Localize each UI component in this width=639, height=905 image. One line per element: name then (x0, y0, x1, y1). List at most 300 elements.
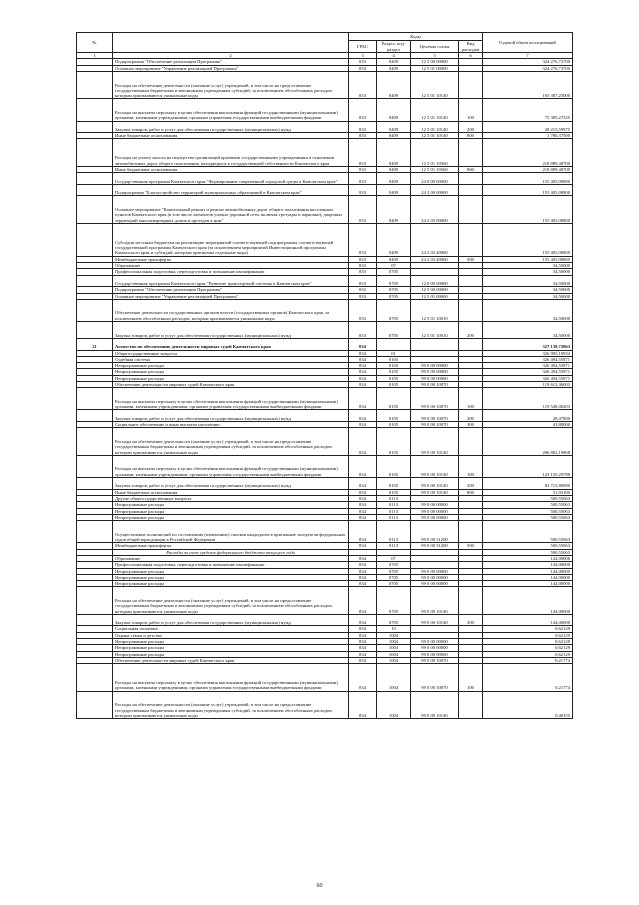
row-amount: 119 612,36003 (483, 381, 573, 387)
row-section: 0105 (377, 388, 411, 410)
row-amount: 327 139,72063 (483, 338, 573, 350)
row-grbs: 834 (349, 495, 377, 501)
row-section: 1004 (377, 691, 411, 719)
row-section: 0409 (377, 99, 411, 121)
row-name: Закупка товаров, работ и услуг для обеспечения государственных (муниципальных) нужд (113, 322, 349, 339)
row-kind: 200 (459, 410, 483, 422)
row-target: 24 2 03 40060 (411, 223, 459, 256)
table-row (77, 173, 573, 185)
row-grbs: 833 (349, 196, 377, 224)
row-section: 0105 (377, 369, 411, 375)
row-amount: 326 494,55871 (483, 356, 573, 362)
row-section (377, 338, 411, 350)
budget-table (76, 32, 573, 719)
row-kind (459, 196, 483, 224)
row-kind: 500 (459, 543, 483, 549)
row-grbs: 834 (349, 502, 377, 508)
row-number (77, 99, 113, 121)
row-name: Непрограммные расходы (113, 375, 349, 381)
row-amount: 218 889,48700 (483, 166, 573, 172)
row-amount: 500,55063 (483, 521, 573, 543)
row-grbs: 834 (349, 632, 377, 638)
row-number (77, 664, 113, 692)
row-amount: 144,00000 (483, 587, 573, 615)
row-amount: 34,50000 (483, 322, 573, 339)
row-grbs: 834 (349, 645, 377, 651)
row-kind (459, 299, 483, 321)
row-target: 12 5 01 00000 (411, 293, 459, 299)
row-kind: 100 (459, 388, 483, 410)
row-name: Обеспечение деятельности государственных органов власти (государственных органов) Камчатского края, за исключением обособленных расходов, которым присваиваются уникальные коды (113, 299, 349, 321)
row-grbs: 834 (349, 664, 377, 692)
table-row (77, 455, 573, 477)
row-name: Основное мероприятие "Управление реализацией Программы" (113, 65, 349, 71)
row-kind (459, 521, 483, 543)
row-grbs: 834 (349, 555, 377, 561)
row-amount: 155 405,08800 (483, 196, 573, 224)
row-amount: 0,62129 (483, 626, 573, 632)
row-name: Расходы на уплату налога на имущество организаций краевыми государственными учреждениями в отношении автомобильных дорог общего пользования, находящихся в государственной собственности Камчатского края (113, 139, 349, 167)
row-name: Охрана семьи и детства (113, 632, 349, 638)
row-name: Судебная система (113, 356, 349, 362)
row-section: 0705 (377, 614, 411, 626)
row-kind (459, 691, 483, 719)
row-grbs: 834 (349, 581, 377, 587)
header-codes: Коды (349, 33, 483, 41)
row-number (77, 614, 113, 626)
row-grbs: 834 (349, 338, 377, 350)
row-grbs: 834 (349, 626, 377, 632)
row-target: 12 5 01 10560 (411, 166, 459, 172)
row-section: 0705 (377, 269, 411, 275)
row-section: 0705 (377, 562, 411, 568)
row-target: 12 5 00 00000 (411, 287, 459, 293)
row-grbs: 833 (349, 223, 377, 256)
header-kind: Вид расходов (459, 41, 483, 53)
row-amount: 34,50000 (483, 263, 573, 269)
table-row (77, 184, 573, 196)
row-amount: 83 715,86980 (483, 478, 573, 490)
row-name: Расходы на выплаты персоналу в целях обеспечения выполнения функций государственными (муниципальными) органами, казенными учреждениями, органами управления государственными внебюджетными фондами (113, 664, 349, 692)
row-section: 0409 (377, 173, 411, 185)
row-kind (459, 338, 483, 350)
row-number (77, 223, 113, 256)
row-target: 99 0 00 00000 (411, 651, 459, 657)
row-grbs: 834 (349, 388, 377, 410)
row-target: 99 0 00 10140 (411, 489, 459, 495)
row-target: 12 0 00 00000 (411, 275, 459, 287)
row-section: 0705 (377, 293, 411, 299)
row-amount: 28,47800 (483, 410, 573, 422)
row-grbs: 834 (349, 369, 377, 375)
row-name: Основное мероприятие "Управление реализацией Программы" (113, 293, 349, 299)
row-amount: 31,03100 (483, 489, 573, 495)
row-kind (459, 275, 483, 287)
row-name: Профессиональная подготовка, переподготовка и повышение квалификации (113, 562, 349, 568)
row-target: 24 2 00 00000 (411, 184, 459, 196)
row-kind: 200 (459, 121, 483, 133)
row-target: 12 5 01 10010 (411, 299, 459, 321)
row-name: Основное мероприятие "Капитальный ремонт и ремонт автомобильных дорог общего пользования населенных пунктов Камчатского края (в том числе элементов улично-дорожной сети, включая тротуары и парковки), дворовых территорий многоквартирных домов и проездов к ним" (113, 196, 349, 224)
row-kind: 200 (459, 478, 483, 490)
row-grbs: 833 (349, 133, 377, 139)
page-number: 60 (316, 883, 323, 889)
row-target: 99 0 00 10140 (411, 614, 459, 626)
row-name: Расходы на выплаты персоналу в целях обеспечения выполнения функций государственными (муниципальными) органами, казенными учреждениями, органами управления государственными внебюджетными фондами (113, 455, 349, 477)
table-row (77, 223, 573, 256)
row-grbs: 834 (349, 543, 377, 549)
row-amount: 34,50000 (483, 299, 573, 321)
row-name: Социальная политика (113, 626, 349, 632)
row-number (77, 478, 113, 490)
row-kind (459, 71, 483, 99)
table-row (77, 478, 573, 490)
row-section: 1004 (377, 645, 411, 651)
row-name: Расходы за счет средств федерального бюджета текущего года (113, 549, 349, 555)
header-idx: 3 (349, 53, 377, 59)
row-section: 1004 (377, 651, 411, 657)
row-name: Другие общегосударственные вопросы (113, 495, 349, 501)
row-section: 0409 (377, 139, 411, 167)
table-row (77, 388, 573, 410)
row-section: 0409 (377, 196, 411, 224)
row-kind (459, 139, 483, 167)
row-grbs: 834 (349, 428, 377, 456)
row-name: Непрограммные расходы (113, 639, 349, 645)
row-name: Профессиональная подготовка, переподготовка и повышение квалификации (113, 269, 349, 275)
header-section: Раздел, под-раздел (377, 41, 411, 53)
row-grbs: 834 (349, 514, 377, 520)
row-name: Государственная программа Камчатского края "Развитие транспортной системы в Камчатском крае" (113, 275, 349, 287)
row-section: 0113 (377, 495, 411, 501)
row-grbs: 834 (349, 574, 377, 580)
row-name: Расходы на выплаты персоналу в целях обеспечения выполнения функций государственными (муниципальными) органами, казенными учреждениями, органами управления государственными внебюджетными фондами (113, 388, 349, 410)
row-name: Подпрограмма "Благоустройство территорий муниципальных образований в Камчатском крае" (113, 184, 349, 196)
row-section: 0409 (377, 184, 411, 196)
header-name (113, 33, 349, 53)
header-idx: 5 (411, 53, 459, 59)
row-amount: 326 494,55871 (483, 363, 573, 369)
row-name: Закупка товаров, работ и услуг для обеспечения государственных (муниципальных) нужд (113, 121, 349, 133)
row-name: Непрограммные расходы (113, 508, 349, 514)
row-target: 24 2 03 00000 (411, 196, 459, 224)
row-amount: 500,55063 (483, 495, 573, 501)
row-section: 0705 (377, 574, 411, 580)
row-grbs: 833 (349, 299, 377, 321)
row-section: 0105 (377, 489, 411, 495)
row-section: 0705 (377, 568, 411, 574)
row-grbs: 833 (349, 322, 377, 339)
table-body (77, 59, 573, 719)
row-kind: 200 (459, 614, 483, 626)
row-amount: 34,50000 (483, 275, 573, 287)
row-name: Непрограммные расходы (113, 369, 349, 375)
row-section: 0105 (377, 478, 411, 490)
row-name: Расходы на обеспечение деятельности (оказание услуг) учреждений, в том числе на предоставление государственным бюджетным и автономным учреждениям субсидий, за исключением обособленных расходов, которым присваиваются уникальные коды (113, 71, 349, 99)
row-name: Иные бюджетные ассигнования (113, 166, 349, 172)
row-grbs: 834 (349, 422, 377, 428)
row-name: Непрограммные расходы (113, 574, 349, 580)
row-grbs: 834 (349, 651, 377, 657)
table-header (77, 33, 573, 59)
row-number (77, 388, 113, 410)
row-section: 0409 (377, 256, 411, 262)
row-grbs: 834 (349, 657, 377, 663)
row-number (77, 299, 113, 321)
row-number (77, 184, 113, 196)
row-amount: 0,62129 (483, 639, 573, 645)
row-section: 01 (377, 350, 411, 356)
row-grbs: 833 (349, 173, 377, 185)
row-grbs: 834 (349, 562, 377, 568)
row-amount: 500,55063 (483, 514, 573, 520)
row-section: 0113 (377, 508, 411, 514)
row-section: 1004 (377, 632, 411, 638)
row-grbs: 833 (349, 263, 377, 269)
row-target: 12 5 01 10010 (411, 322, 459, 339)
row-amount: 0,62129 (483, 651, 573, 657)
row-target: 99 0 00 10140 (411, 455, 459, 477)
row-amount: 34,50000 (483, 293, 573, 299)
row-kind: 200 (459, 322, 483, 339)
row-section: 0409 (377, 133, 411, 139)
row-grbs: 834 (349, 639, 377, 645)
row-target: 99 0 00 10140 (411, 428, 459, 456)
table-row (77, 322, 573, 339)
row-number (77, 322, 113, 339)
row-section: 0113 (377, 543, 411, 549)
header-grbs: ГРБС (349, 41, 377, 53)
row-section: 07 (377, 263, 411, 269)
row-amount: 206 882,19868 (483, 428, 573, 456)
table-row (77, 614, 573, 626)
row-name: Обеспечение деятельности мировых судей Камчатского края (113, 381, 349, 387)
row-kind: 100 (459, 99, 483, 121)
row-grbs: 834 (349, 489, 377, 495)
row-amount: 326 494,55871 (483, 369, 573, 375)
row-target: 99 0 00 10140 (411, 478, 459, 490)
row-amount: 105 387,25000 (483, 71, 573, 99)
row-target: 24 0 00 00000 (411, 173, 459, 185)
row-grbs: 833 (349, 71, 377, 99)
row-grbs: 834 (349, 521, 377, 543)
row-name: Расходы на обеспечение деятельности (оказание услуг) учреждений, в том числе на предоставление государственным бюджетным и автономным учреждениям субсидий, за исключением обособленных расходов, которым присваиваются уникальные коды (113, 587, 349, 615)
row-section: 0105 (377, 410, 411, 422)
row-section: 0409 (377, 71, 411, 99)
row-name: Общегосударственные вопросы (113, 350, 349, 356)
row-name: Образование (113, 263, 349, 269)
header-idx: 6 (459, 53, 483, 59)
row-name: Государственная программа Камчатского края "Формирование современной городской среды в Камчатском крае" (113, 173, 349, 185)
row-name: Расходы на обеспечение деятельности (оказание услуг) учреждений, в том числе на предоставление государственным бюджетным и автономным учреждениям субсидий, за исключением обособленных расходов, которым присваиваются уникальные коды (113, 691, 349, 719)
row-amount: 500,55063 (483, 508, 573, 514)
row-section: 0705 (377, 587, 411, 615)
row-amount: 43,88000 (483, 422, 573, 428)
table-row (77, 521, 573, 543)
row-target: 99 0 00 10070 (411, 410, 459, 422)
row-grbs: 833 (349, 139, 377, 167)
row-amount: 144,00000 (483, 562, 573, 568)
row-kind: 100 (459, 455, 483, 477)
row-name: Агентство по обеспечению деятельности мировых судей Камчатского края (113, 338, 349, 350)
row-amount: 144,00000 (483, 574, 573, 580)
row-section: 0409 (377, 65, 411, 71)
row-name: Подпрограмма "Обеспечение реализации Программы" (113, 59, 349, 65)
table-row (77, 664, 573, 692)
row-name: Непрограммные расходы (113, 514, 349, 520)
row-target: 99 0 00 51200 (411, 543, 459, 549)
row-target: 99 0 00 00000 (411, 363, 459, 369)
row-target: 99 0 00 00000 (411, 369, 459, 375)
row-target: 99 0 00 00000 (411, 568, 459, 574)
row-kind: 100 (459, 664, 483, 692)
row-amount: 0,62129 (483, 632, 573, 638)
row-amount: 155 405,08800 (483, 223, 573, 256)
row-grbs: 833 (349, 269, 377, 275)
row-section: 1004 (377, 639, 411, 645)
row-name: Социальное обеспечение и иные выплаты населению (113, 422, 349, 428)
row-name: Закупка товаров, работ и услуг для обеспечения государственных (муниципальных) нужд (113, 614, 349, 626)
row-amount: 324 276,73700 (483, 59, 573, 65)
row-target: 99 0 00 10070 (411, 381, 459, 387)
row-number (77, 196, 113, 224)
row-target: 99 0 00 51200 (411, 521, 459, 543)
row-target: 99 0 00 10070 (411, 664, 459, 692)
row-target: 99 0 00 10140 (411, 691, 459, 719)
row-target: 12 5 00 00000 (411, 59, 459, 65)
row-name: Иные бюджетные ассигнования (113, 489, 349, 495)
row-target: 99 0 00 00000 (411, 514, 459, 520)
row-amount: 218 889,48700 (483, 139, 573, 167)
row-kind (459, 587, 483, 615)
row-target: 99 0 00 00000 (411, 639, 459, 645)
row-amount: 144,00000 (483, 614, 573, 626)
row-grbs: 834 (349, 350, 377, 356)
row-number (77, 121, 113, 133)
row-grbs: 834 (349, 568, 377, 574)
row-amount: 0,62129 (483, 645, 573, 651)
row-target: 99 0 00 00000 (411, 574, 459, 580)
row-section: 0105 (377, 363, 411, 369)
row-amount: 324 276,73700 (483, 65, 573, 71)
row-number (77, 691, 113, 719)
row-name: Субсидии местным бюджетам на реализацию мероприятий соответствующей подпрограммы соответствующей государственной программы Камчатского края (за исключением мероприятий Инвестиционной программы Камчатского края и субсидий, которым присвоены отдельные коды) (113, 223, 349, 256)
header-idx: 7 (483, 53, 573, 59)
row-kind (459, 428, 483, 456)
row-amount: 0,21774 (483, 664, 573, 692)
row-number (77, 587, 113, 615)
row-name: Непрограммные расходы (113, 581, 349, 587)
row-number (77, 139, 113, 167)
row-grbs: 833 (349, 99, 377, 121)
row-section: 0105 (377, 422, 411, 428)
table-row (77, 338, 573, 350)
header-idx: 1 (77, 53, 113, 59)
row-section: 0409 (377, 121, 411, 133)
row-amount: 0,21774 (483, 657, 573, 663)
row-name: Закупка товаров, работ и услуг для обеспечения государственных (муниципальных) нужд (113, 410, 349, 422)
row-grbs: 834 (349, 614, 377, 626)
row-section: 0409 (377, 166, 411, 172)
row-kind (459, 173, 483, 185)
table-row (77, 196, 573, 224)
row-kind: 500 (459, 256, 483, 262)
header-idx: 2 (113, 53, 349, 59)
table-row (77, 99, 573, 121)
row-target: 12 5 01 10560 (411, 139, 459, 167)
row-section: 0113 (377, 514, 411, 520)
row-section: 0705 (377, 581, 411, 587)
row-grbs: 833 (349, 275, 377, 287)
row-section: 0409 (377, 223, 411, 256)
row-target: 99 0 00 10070 (411, 422, 459, 428)
row-grbs: 834 (349, 375, 377, 381)
row-number (77, 521, 113, 543)
table-row (77, 275, 573, 287)
row-target: 12 5 01 00000 (411, 65, 459, 71)
row-name: Непрограммные расходы (113, 645, 349, 651)
row-amount: 144,00000 (483, 581, 573, 587)
header-target: Целевая статья (411, 41, 459, 53)
row-section: 0705 (377, 322, 411, 339)
row-grbs: 834 (349, 455, 377, 477)
row-target (411, 338, 459, 350)
row-grbs: 834 (349, 508, 377, 514)
header-idx: 4 (377, 53, 411, 59)
row-amount: 500,55063 (483, 543, 573, 549)
row-name: Непрограммные расходы (113, 502, 349, 508)
row-amount: 155 405,08800 (483, 256, 573, 262)
row-name: Осуществление полномочий по составлению (изменению) списков кандидатов в присяжные заседатели федеральных судов общей юрисдикции в Российской Федерации (113, 521, 349, 543)
row-amount: 500,55063 (483, 502, 573, 508)
row-grbs: 834 (349, 381, 377, 387)
row-grbs: 834 (349, 691, 377, 719)
row-grbs: 833 (349, 121, 377, 133)
row-section: 0113 (377, 502, 411, 508)
row-target: 24 2 03 40060 (411, 256, 459, 262)
row-section: 0705 (377, 275, 411, 287)
row-amount: 34,50000 (483, 287, 573, 293)
header-annual: Годовой объем ассигнований (483, 33, 573, 53)
row-target: 99 0 00 00000 (411, 502, 459, 508)
row-section: 0409 (377, 59, 411, 65)
row-name: Непрограммные расходы (113, 363, 349, 369)
row-grbs: 833 (349, 287, 377, 293)
row-name: Расходы на выплаты персоналу в целях обеспечения выполнения функций государственными (муниципальными) органами, казенными учреждениями, органами управления государственными внебюджетными фондами (113, 99, 349, 121)
row-grbs: 834 (349, 410, 377, 422)
row-grbs: 834 (349, 363, 377, 369)
row-target: 99 0 00 10070 (411, 388, 459, 410)
row-number: 21 (77, 338, 113, 350)
row-name: Межбюджетные трансферты (113, 256, 349, 262)
row-section: 0105 (377, 375, 411, 381)
row-number (77, 71, 113, 99)
row-grbs: 833 (349, 166, 377, 172)
row-grbs: 834 (349, 587, 377, 615)
row-amount: 155 405,08800 (483, 173, 573, 185)
row-target: 99 0 00 00000 (411, 645, 459, 651)
row-target: 99 0 00 00000 (411, 375, 459, 381)
row-section: 10 (377, 626, 411, 632)
row-number (77, 275, 113, 287)
header-number: № (77, 33, 113, 53)
table-row (77, 587, 573, 615)
row-amount: 326 995,10934 (483, 350, 573, 356)
row-name: Расходы на обеспечение деятельности (оказание услуг) учреждений, в том числе на предоставление государственным бюджетным и автономным учреждениям субсидий, за исключением обособленных расходов, которым присваиваются уникальные коды (113, 428, 349, 456)
row-section: 0113 (377, 521, 411, 543)
row-name: Обеспечение деятельности мировых судей Камчатского края (113, 657, 349, 663)
row-name: Межбюджетные трансферты (113, 543, 349, 549)
